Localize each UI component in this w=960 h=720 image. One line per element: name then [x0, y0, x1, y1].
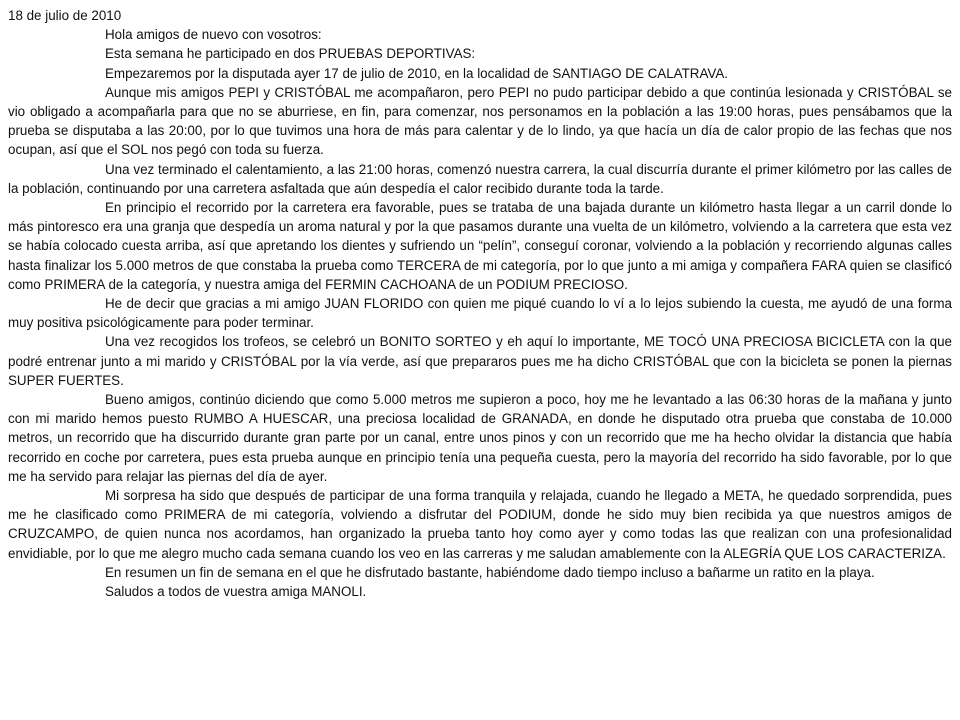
route-paragraph: En principio el recorrido por la carretera era favorable, pues se trataba de una bajada durante un kilómetro hasta llegar a un carril donde lo más pintoresco era una granja que despedía un aroma natural y por la que pasamos durante una vuelta de un kilómetro, volviendo a la carretera que esta vez se había colocado cuesta arriba, así que apretando los dientes y sufriendo un “pelín”, conseguí coronar, volviendo a la población y recorriendo algunas calles hasta finalizar los 5.000 metros de que constaba la prueba como TERCERA de mi categoría, por lo que junto a mi amiga y compañera FARA quien se clasificó como PRIMERA de la categoría, y nuestra amiga del FERMIN CACHOANA de un PODIUM PRECIOSO.: [8, 200, 952, 292]
podium-surprise-paragraph: Mi sorpresa ha sido que después de participar de una forma tranquila y relajada, cuando he llegado a META, he quedado sorprendida, pues me he clasificado como PRIMERA de mi categoría, volviendo a disfrutar del PODIUM, donde he sido muy bien recibida ya que nuestros amigos de CRUZCAMPO, de quien nunca nos acordamos, han organizado la prueba tanto hoy como ayer y como todas las que realizan con una profesionalidad envidiable, por lo que me alegro mucho cada semana cuando los veo en las carreras y me saludan amablemente con la ALEGRÍA QUE LOS CARACTERIZA.: [8, 488, 952, 561]
first-race-intro-paragraph: Empezaremos por la disputada ayer 17 de julio de 2010, en la localidad de SANTIAGO DE CALATRAVA.: [105, 65, 728, 81]
arrival-paragraph: Aunque mis amigos PEPI y CRISTÓBAL me acompañaron, pero PEPI no pudo participar debido a que continúa lesionada y CRISTÓBAL se vio obligado a acompañarla para que no se aburriese, en fin, para comenzar, nos personamos en la población a las 19:00 horas, pues pensábamos que la prueba se disputaba a las 20:00, por lo que tuvimos una hora de más para calentar y de lo lindo, ya que hacía un día de calor propio de las fechas que nos ocupan, así que el SOL nos pegó con toda su fuerza.: [8, 84, 952, 158]
letter-date: 18 de julio de 2010: [8, 8, 122, 23]
greeting-paragraph: Hola amigos de nuevo con vosotros:: [105, 27, 322, 43]
letter-document: [8, 6, 952, 601]
race-start-paragraph: Una vez terminado el calentamiento, a las 21:00 horas, comenzó nuestra carrera, la cual discurría durante el primer kilómetro por las calles de la población, continuando por una carretera asfaltada que aún despedía el calor recibido durante toda la tarde.: [8, 161, 952, 196]
summary-paragraph: En resumen un fin de semana en el que he disfrutado bastante, habiéndome dado tiempo incluso a bañarme un ratito en la playa.: [105, 564, 875, 580]
raffle-paragraph: Una vez recogidos los trofeos, se celebró un BONITO SORTEO y eh aquí lo importante, ME TOCÓ UNA PRECIOSA BICICLETA con la que podré entrenar junto a mi marido y CRISTÓBAL por la vía verde, así que prepararos pues me ha dicho CRISTÓBAL que con la bicicleta se ponen la piernas SUPER FUERTES.: [8, 334, 952, 388]
intro-paragraph: Esta semana he participado en dos PRUEBAS DEPORTIVAS:: [105, 46, 476, 62]
juan-florido-paragraph: He de decir que gracias a mi amigo JUAN FLORIDO con quien me piqué cuando lo ví a lo lejos subiendo la cuesta, me ayudó de una forma muy positiva psicológicamente para poder terminar.: [8, 296, 952, 331]
huescar-race-paragraph: Bueno amigos, continúo diciendo que como 5.000 metros me supieron a poco, hoy me he levantado a las 06:30 horas de la mañana y junto con mi marido hemos puesto RUMBO A HUESCAR, una preciosa localidad de GRANADA, en donde he disputado otra prueba que constaba de 10.000 metros, un recorrido que ha discurrido durante gran parte por un canal, entre unos pinos y con un recorrido que me ha hecho olvidar la distancia que había recorrido en coche por carretera, pues esta prueba aunque en principio tenía una pequeña cuesta, pero la mayoría del recorrido ha sido favorable, por lo que me ha servido para relajar las piernas del día de ayer.: [8, 392, 952, 484]
closing-paragraph: Saludos a todos de vuestra amiga MANOLI.: [105, 584, 367, 600]
